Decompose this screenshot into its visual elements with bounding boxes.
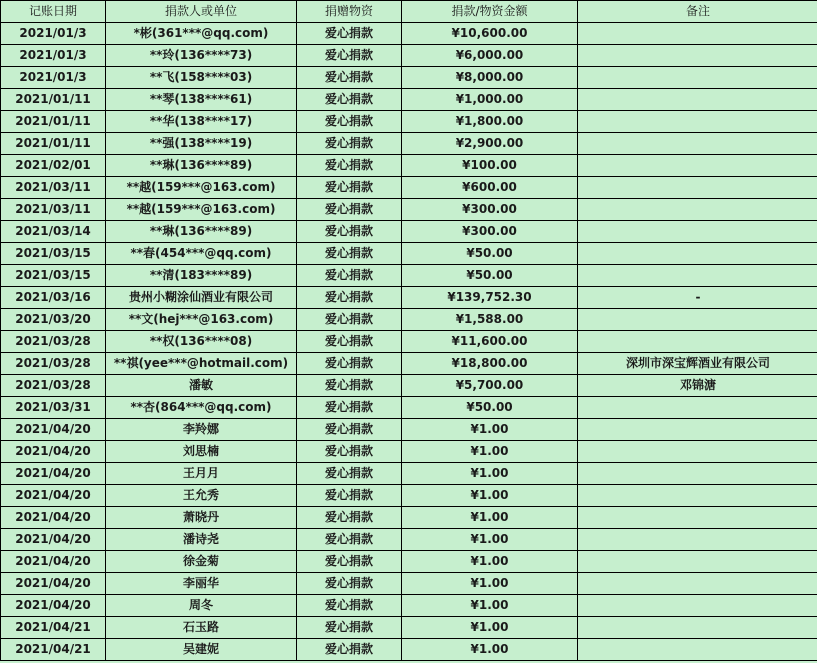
item-cell[interactable]: 爱心捐款: [297, 617, 402, 639]
remark-cell[interactable]: [578, 45, 817, 67]
date-cell[interactable]: 2021/01/11: [1, 133, 106, 155]
date-cell[interactable]: 2021/03/11: [1, 199, 106, 221]
item-cell[interactable]: 爱心捐款: [297, 507, 402, 529]
donor-cell[interactable]: **杏(864***@qq.com): [106, 397, 297, 419]
item-cell[interactable]: 爱心捐款: [297, 89, 402, 111]
amount-cell[interactable]: ¥1.00: [402, 529, 578, 551]
date-cell[interactable]: 2021/02/01: [1, 155, 106, 177]
item-cell[interactable]: 爱心捐款: [297, 133, 402, 155]
date-cell[interactable]: 2021/03/15: [1, 265, 106, 287]
remark-cell[interactable]: [578, 309, 817, 331]
amount-cell[interactable]: ¥8,000.00: [402, 67, 578, 89]
amount-cell[interactable]: ¥1.00: [402, 463, 578, 485]
date-cell[interactable]: 2021/01/3: [1, 45, 106, 67]
amount-cell[interactable]: ¥1.00: [402, 507, 578, 529]
remark-cell[interactable]: [578, 133, 817, 155]
donor-cell[interactable]: **越(159***@163.com): [106, 199, 297, 221]
date-cell[interactable]: 2021/04/20: [1, 507, 106, 529]
header-amount[interactable]: 捐款/物资金额: [402, 1, 578, 23]
date-cell[interactable]: 2021/01/3: [1, 23, 106, 45]
donor-cell[interactable]: 潘敏: [106, 375, 297, 397]
amount-cell[interactable]: ¥600.00: [402, 177, 578, 199]
table-row: [1, 375, 817, 397]
donor-cell[interactable]: 王允秀: [106, 485, 297, 507]
item-cell[interactable]: 爱心捐款: [297, 375, 402, 397]
amount-cell[interactable]: ¥300.00: [402, 221, 578, 243]
amount-cell[interactable]: ¥50.00: [402, 243, 578, 265]
date-cell[interactable]: 2021/04/20: [1, 529, 106, 551]
remark-cell[interactable]: [578, 507, 817, 529]
donor-cell[interactable]: **春(454***@qq.com): [106, 243, 297, 265]
table-row: [1, 507, 817, 529]
date-cell[interactable]: 2021/03/28: [1, 353, 106, 375]
item-cell[interactable]: 爱心捐款: [297, 485, 402, 507]
donor-cell[interactable]: 徐金菊: [106, 551, 297, 573]
item-cell[interactable]: 爱心捐款: [297, 441, 402, 463]
item-cell[interactable]: 爱心捐款: [297, 287, 402, 309]
remark-cell[interactable]: [578, 551, 817, 573]
date-cell[interactable]: 2021/03/28: [1, 375, 106, 397]
remark-cell[interactable]: [578, 419, 817, 441]
item-cell[interactable]: 爱心捐款: [297, 595, 402, 617]
item-cell[interactable]: 爱心捐款: [297, 419, 402, 441]
date-cell[interactable]: 2021/04/21: [1, 617, 106, 639]
amount-cell[interactable]: ¥100.00: [402, 155, 578, 177]
item-cell[interactable]: 爱心捐款: [297, 111, 402, 133]
table-row: [1, 243, 817, 265]
item-cell[interactable]: 爱心捐款: [297, 177, 402, 199]
date-cell[interactable]: 2021/03/28: [1, 331, 106, 353]
remark-cell[interactable]: [578, 529, 817, 551]
remark-cell[interactable]: [578, 89, 817, 111]
table-row: [1, 265, 817, 287]
amount-cell[interactable]: ¥1,588.00: [402, 309, 578, 331]
donor-cell[interactable]: **越(159***@163.com): [106, 177, 297, 199]
date-cell[interactable]: 2021/01/3: [1, 67, 106, 89]
item-cell[interactable]: 爱心捐款: [297, 45, 402, 67]
table-row: [1, 89, 817, 111]
item-cell[interactable]: 爱心捐款: [297, 573, 402, 595]
donor-cell[interactable]: 吴建妮: [106, 639, 297, 661]
donor-cell[interactable]: **清(183****89): [106, 265, 297, 287]
date-cell[interactable]: 2021/04/20: [1, 441, 106, 463]
amount-cell[interactable]: ¥18,800.00: [402, 353, 578, 375]
table-row: [1, 199, 817, 221]
date-cell[interactable]: 2021/04/20: [1, 573, 106, 595]
item-cell[interactable]: 爱心捐款: [297, 331, 402, 353]
header-item[interactable]: 捐赠物资: [297, 1, 402, 23]
remark-cell[interactable]: [578, 617, 817, 639]
amount-cell[interactable]: ¥1.00: [402, 639, 578, 661]
table-row: [1, 353, 817, 375]
amount-cell[interactable]: ¥1.00: [402, 573, 578, 595]
donor-cell[interactable]: *彬(361***@qq.com): [106, 23, 297, 45]
item-cell[interactable]: 爱心捐款: [297, 551, 402, 573]
table-row: [1, 309, 817, 331]
remark-cell[interactable]: [578, 485, 817, 507]
date-cell[interactable]: 2021/03/15: [1, 243, 106, 265]
date-cell[interactable]: 2021/03/14: [1, 221, 106, 243]
amount-cell[interactable]: ¥11,600.00: [402, 331, 578, 353]
table-row: [1, 287, 817, 309]
table-row: [1, 485, 817, 507]
table-row: [1, 221, 817, 243]
donor-cell[interactable]: **飞(158****03): [106, 67, 297, 89]
donor-cell[interactable]: 李羚娜: [106, 419, 297, 441]
date-cell[interactable]: 2021/04/20: [1, 485, 106, 507]
donor-cell[interactable]: **祺(yee***@hotmail.com): [106, 353, 297, 375]
table-row: [1, 133, 817, 155]
amount-cell[interactable]: ¥1.00: [402, 441, 578, 463]
table-row: [1, 155, 817, 177]
table-row: [1, 45, 817, 67]
remark-cell[interactable]: [578, 595, 817, 617]
remark-cell[interactable]: [578, 265, 817, 287]
item-cell[interactable]: 爱心捐款: [297, 243, 402, 265]
date-cell[interactable]: 2021/04/20: [1, 595, 106, 617]
remark-cell[interactable]: [578, 397, 817, 419]
remark-cell[interactable]: 深圳市深宝辉酒业有限公司: [578, 353, 817, 375]
remark-cell[interactable]: [578, 199, 817, 221]
item-cell[interactable]: 爱心捐款: [297, 155, 402, 177]
date-cell[interactable]: 2021/04/20: [1, 551, 106, 573]
remark-cell[interactable]: [578, 331, 817, 353]
amount-cell[interactable]: ¥1,800.00: [402, 111, 578, 133]
item-cell[interactable]: 爱心捐款: [297, 639, 402, 661]
amount-cell[interactable]: ¥1.00: [402, 419, 578, 441]
table-row: [1, 441, 817, 463]
donor-cell[interactable]: 周冬: [106, 595, 297, 617]
date-cell[interactable]: 2021/03/11: [1, 177, 106, 199]
table-row: [1, 529, 817, 551]
item-cell[interactable]: 爱心捐款: [297, 529, 402, 551]
remark-cell[interactable]: [578, 177, 817, 199]
item-cell[interactable]: 爱心捐款: [297, 199, 402, 221]
remark-cell[interactable]: 邓锦溏: [578, 375, 817, 397]
date-cell[interactable]: 2021/04/21: [1, 639, 106, 661]
remark-cell[interactable]: [578, 441, 817, 463]
donor-cell[interactable]: **琴(138****61): [106, 89, 297, 111]
table-row: [1, 639, 817, 661]
donor-cell[interactable]: 刘思楠: [106, 441, 297, 463]
date-cell[interactable]: 2021/04/20: [1, 419, 106, 441]
remark-cell[interactable]: [578, 67, 817, 89]
donor-cell[interactable]: **强(138****19): [106, 133, 297, 155]
item-cell[interactable]: 爱心捐款: [297, 353, 402, 375]
donor-cell[interactable]: **琳(136****89): [106, 221, 297, 243]
table-row: [1, 595, 817, 617]
table-row: [1, 573, 817, 595]
donor-cell[interactable]: 萧晓丹: [106, 507, 297, 529]
table-row: [1, 177, 817, 199]
table-row: [1, 397, 817, 419]
donor-cell[interactable]: **琳(136****89): [106, 155, 297, 177]
item-cell[interactable]: 爱心捐款: [297, 463, 402, 485]
header-remark[interactable]: 备注: [578, 1, 817, 23]
remark-cell[interactable]: [578, 111, 817, 133]
remark-cell[interactable]: [578, 639, 817, 661]
amount-cell[interactable]: ¥1.00: [402, 617, 578, 639]
remark-cell[interactable]: [578, 573, 817, 595]
table-body: [1, 23, 817, 661]
date-cell[interactable]: 2021/01/11: [1, 89, 106, 111]
header-date[interactable]: 记账日期: [1, 1, 106, 23]
header-row: [1, 1, 817, 23]
amount-cell[interactable]: ¥6,000.00: [402, 45, 578, 67]
table-row: [1, 463, 817, 485]
remark-cell[interactable]: -: [578, 287, 817, 309]
table-row: [1, 23, 817, 45]
amount-cell[interactable]: ¥50.00: [402, 265, 578, 287]
item-cell[interactable]: 爱心捐款: [297, 23, 402, 45]
amount-cell[interactable]: ¥300.00: [402, 199, 578, 221]
donor-cell[interactable]: 潘诗尧: [106, 529, 297, 551]
remark-cell[interactable]: [578, 23, 817, 45]
amount-cell[interactable]: ¥2,900.00: [402, 133, 578, 155]
item-cell[interactable]: 爱心捐款: [297, 67, 402, 89]
remark-cell[interactable]: [578, 463, 817, 485]
date-cell[interactable]: 2021/04/20: [1, 463, 106, 485]
item-cell[interactable]: 爱心捐款: [297, 221, 402, 243]
date-cell[interactable]: 2021/03/20: [1, 309, 106, 331]
donor-cell[interactable]: **文(hej***@163.com): [106, 309, 297, 331]
remark-cell[interactable]: [578, 155, 817, 177]
header-donor[interactable]: 捐款人或单位: [106, 1, 297, 23]
amount-cell[interactable]: ¥139,752.30: [402, 287, 578, 309]
donor-cell[interactable]: 贵州小糊涂仙酒业有限公司: [106, 287, 297, 309]
amount-cell[interactable]: ¥1.00: [402, 485, 578, 507]
donor-cell[interactable]: 李丽华: [106, 573, 297, 595]
item-cell[interactable]: 爱心捐款: [297, 309, 402, 331]
table-row: [1, 617, 817, 639]
remark-cell[interactable]: [578, 221, 817, 243]
date-cell[interactable]: 2021/03/16: [1, 287, 106, 309]
amount-cell[interactable]: ¥1.00: [402, 551, 578, 573]
table-row: [1, 67, 817, 89]
amount-cell[interactable]: ¥10,600.00: [402, 23, 578, 45]
date-cell[interactable]: 2021/01/11: [1, 111, 106, 133]
donor-cell[interactable]: **玲(136****73): [106, 45, 297, 67]
amount-cell[interactable]: ¥1.00: [402, 595, 578, 617]
amount-cell[interactable]: ¥5,700.00: [402, 375, 578, 397]
amount-cell[interactable]: ¥50.00: [402, 397, 578, 419]
donor-cell[interactable]: **权(136****08): [106, 331, 297, 353]
item-cell[interactable]: 爱心捐款: [297, 397, 402, 419]
table-row: [1, 331, 817, 353]
date-cell[interactable]: 2021/03/31: [1, 397, 106, 419]
remark-cell[interactable]: [578, 243, 817, 265]
table-row: [1, 551, 817, 573]
table-row: [1, 111, 817, 133]
amount-cell[interactable]: ¥1,000.00: [402, 89, 578, 111]
donor-cell[interactable]: 王月月: [106, 463, 297, 485]
table-row: [1, 419, 817, 441]
item-cell[interactable]: 爱心捐款: [297, 265, 402, 287]
donor-cell[interactable]: 石玉路: [106, 617, 297, 639]
donor-cell[interactable]: **华(138****17): [106, 111, 297, 133]
